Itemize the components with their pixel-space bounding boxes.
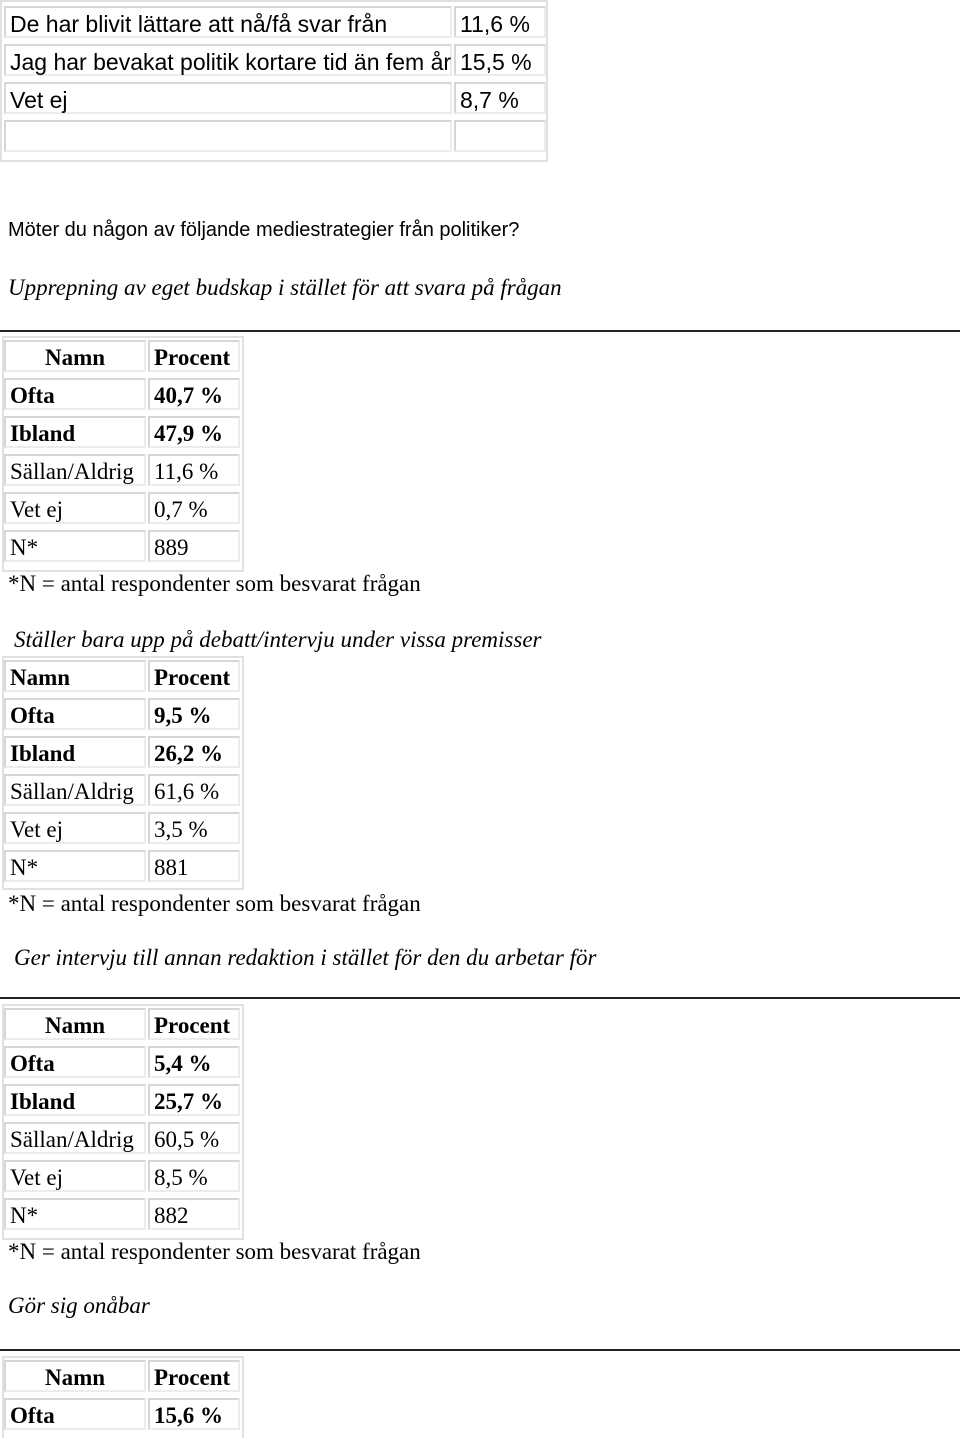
row-value: 26,2 % — [148, 736, 240, 768]
question-text: Möter du någon av följande mediestrategier från politiker? — [8, 219, 520, 241]
row-label — [4, 120, 452, 152]
row-value: 0,7 % — [148, 492, 240, 524]
row-value: 40,7 % — [148, 378, 240, 410]
row-label: Ibland — [4, 1084, 146, 1116]
row-label: Vet ej — [4, 492, 146, 524]
table-row — [4, 82, 546, 118]
row-label: De har blivit lättare att nå/få svar från — [4, 6, 452, 38]
footnote: *N = antal respondenter som besvarat frågan — [8, 891, 421, 916]
section-heading: Upprepning av eget budskap i stället för att svara på frågan — [8, 275, 562, 300]
row-label: N* — [4, 530, 146, 562]
row-value: 15,6 % — [148, 1398, 240, 1430]
row-value: 47,9 % — [148, 416, 240, 448]
row-value: 25,7 % — [148, 1084, 240, 1116]
header-percent: Procent — [148, 1360, 240, 1392]
table-row — [4, 6, 546, 42]
row-label: Sällan/Aldrig — [4, 454, 146, 486]
table-row — [4, 120, 546, 156]
row-value: 8,5 % — [148, 1160, 240, 1192]
row-value: 5,4 % — [148, 1046, 240, 1078]
row-label: Ofta — [4, 1398, 146, 1430]
header-name: Namn — [4, 1008, 146, 1040]
row-value: 11,6 % — [454, 6, 546, 38]
header-name: Namn — [4, 340, 146, 372]
section-heading: Ställer bara upp på debatt/intervju under vissa premisser — [14, 627, 542, 652]
row-label: N* — [4, 1198, 146, 1230]
header-name: Namn — [4, 660, 146, 692]
section-heading: Ger intervju till annan redaktion i stället för den du arbetar för — [14, 945, 597, 970]
header-percent: Procent — [148, 340, 240, 372]
row-label: Vet ej — [4, 812, 146, 844]
row-value: 9,5 % — [148, 698, 240, 730]
row-label: Ibland — [4, 416, 146, 448]
row-label: Ofta — [4, 378, 146, 410]
row-label: Vet ej — [4, 82, 452, 114]
section-heading: Gör sig onåbar — [8, 1293, 150, 1318]
row-label: Sällan/Aldrig — [4, 774, 146, 806]
row-label: Vet ej — [4, 1160, 146, 1192]
row-label: Ofta — [4, 698, 146, 730]
row-value: 61,6 % — [148, 774, 240, 806]
footnote: *N = antal respondenter som besvarat frågan — [8, 571, 421, 596]
row-value: 882 — [148, 1198, 240, 1230]
divider — [0, 1349, 960, 1351]
row-value: 889 — [148, 530, 240, 562]
table-row — [4, 44, 546, 80]
header-name: Namn — [4, 1360, 146, 1392]
footnote: *N = antal respondenter som besvarat frågan — [8, 1239, 421, 1264]
row-value: 8,7 % — [454, 82, 546, 114]
row-value: 11,6 % — [148, 454, 240, 486]
row-value: 881 — [148, 850, 240, 882]
row-label: Sällan/Aldrig — [4, 1122, 146, 1154]
row-label: Ofta — [4, 1046, 146, 1078]
row-value — [454, 120, 546, 152]
header-percent: Procent — [148, 1008, 240, 1040]
row-value: 60,5 % — [148, 1122, 240, 1154]
row-label: N* — [4, 850, 146, 882]
header-percent: Procent — [148, 660, 240, 692]
divider — [0, 330, 960, 332]
row-label: Ibland — [4, 736, 146, 768]
divider — [0, 997, 960, 999]
row-value: 3,5 % — [148, 812, 240, 844]
row-label: Jag har bevakat politik kortare tid än fem år — [4, 44, 452, 76]
row-value: 15,5 % — [454, 44, 546, 76]
